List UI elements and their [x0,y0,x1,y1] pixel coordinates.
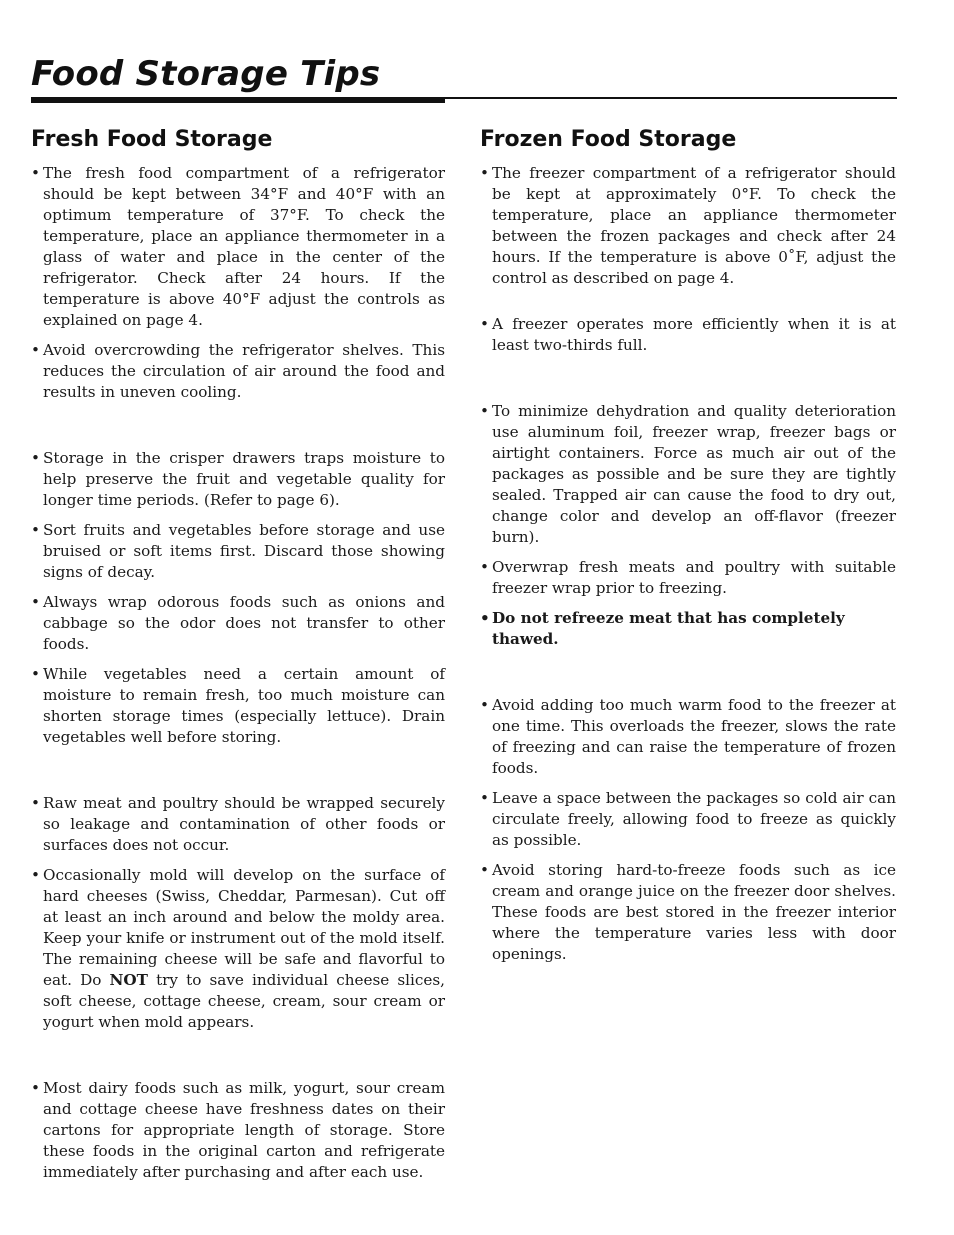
group-spacer [31,1042,445,1078]
fresh-tip-raw-meat [31,793,445,856]
bullet: • [31,164,40,182]
bullet: • [31,866,40,884]
frozen-tip-efficiency [480,314,896,356]
tip-text: While vegetables need a certain amount of moisture to remain fresh, too much moisture can shorten storage times (especially lettuce). Drain vegetables well before storing. [43,665,445,746]
tip-text: Storage in the crisper drawers traps moisture to help preserve the fruit and vegetable quality for longer time periods. (Refer to page 6). [43,449,445,509]
fresh-tip-moisture [31,664,445,748]
fresh-tip-crisper [31,448,445,511]
frozen-food-heading: Frozen Food Storage [480,127,737,152]
bullet: • [480,609,490,627]
title-rule-thin [445,97,897,99]
frozen-tip-refreeze-warning [480,608,896,650]
group-spacer [480,659,896,695]
bullet: • [480,789,489,807]
tip-text: Overwrap fresh meats and poultry with suitable freezer wrap prior to freezing. [492,558,896,597]
tip-text: Most dairy foods such as milk, yogurt, sour cream and cottage cheese have freshness dates on their cartons for appropriate length of storage. Store these foods in the original carton and refrigerate immediately after purchasing and after each use. [43,1079,445,1181]
fresh-tip-dairy [31,1078,445,1183]
group-spacer [31,757,445,793]
frozen-food-column [480,124,896,974]
tip-text: The fresh food compartment of a refrigerator should be kept between 34°F and 40°F with an optimum temperature of 37°F. To check the temperature, place an appliance thermometer in a glass of water and place in the center of the refrigerator. Check after 24 hours. If the temperature is above 40°F adjust the controls as explained on page 4. [43,164,445,329]
tip-text: Sort fruits and vegetables before storage and use bruised or soft items first. Discard those showing signs of decay. [43,521,445,581]
fresh-tip-cheese [31,865,445,1033]
bullet: • [31,521,40,539]
bullet: • [480,696,489,714]
frozen-tip-warm-food [480,695,896,779]
frozen-tip-temperature [480,163,896,289]
tip-text: Raw meat and poultry should be wrapped securely so leakage and contamination of other foods or surfaces does not occur. [43,794,445,854]
fresh-tip-sort [31,520,445,583]
frozen-tip-dehydration [480,401,896,548]
bullet: • [31,449,40,467]
bullet: • [31,341,40,359]
frozen-tip-door-shelves [480,860,896,965]
tip-text: Always wrap odorous foods such as onions and cabbage so the odor does not transfer to other foods. [43,593,445,653]
tip-text: Avoid overcrowding the refrigerator shelves. This reduces the circulation of air around the food and results in uneven cooling. [43,341,445,401]
tip-text: The freezer compartment of a refrigerator should be kept at approximately 0°F. To check the temperature, place an appliance thermometer between the frozen packages and check after 24 hours. If the temperature is above 0˚F, adjust the control as described on page 4. [492,164,896,287]
tip-text-before: Occasionally mold will develop on the surface of hard cheeses (Swiss, Cheddar, Parmesan). Cut off at least an inch around and below the moldy area. Keep your knife or instrument out of the mold itself. The remaining cheese will be safe and flavorful to eat. Do [43,866,445,989]
fresh-tip-overcrowding [31,340,445,403]
fresh-food-column [31,124,445,1192]
fresh-food-heading: Fresh Food Storage [31,127,273,152]
tip-emphasis: NOT [109,971,148,989]
group-spacer [480,298,896,314]
tip-text: Leave a space between the packages so cold air can circulate freely, allowing food to freeze as quickly as possible. [492,789,896,849]
tip-text: A freezer operates more efficiently when it is at least two-thirds full. [492,315,896,354]
bullet: • [31,593,40,611]
bullet: • [480,315,489,333]
bullet: • [480,558,489,576]
bullet: • [31,1079,40,1097]
bullet: • [480,164,489,182]
bullet: • [31,665,40,683]
fresh-tip-temperature [31,163,445,331]
tip-text: Avoid storing hard-to-freeze foods such as ice cream and orange juice on the freezer door shelves. These foods are best stored in the freezer interior where the temperature varies less with door openings. [492,861,896,963]
tip-text-after: try to save individual cheese slices, soft cheese, cottage cheese, cream, sour cream or yogurt when mold appears. [43,971,445,1031]
bullet: • [480,402,489,420]
frozen-tip-spacing [480,788,896,851]
group-spacer [31,412,445,448]
fresh-tip-odorous [31,592,445,655]
tip-text: Do not refreeze meat that has completely thawed. [492,609,845,648]
bullet: • [31,794,40,812]
frozen-tip-overwrap [480,557,896,599]
title-rule-thick [31,97,445,103]
tip-text: Avoid adding too much warm food to the freezer at one time. This overloads the freezer, slows the rate of freezing and can raise the temperature of frozen foods. [492,696,896,777]
group-spacer [480,365,896,401]
tip-text: To minimize dehydration and quality deterioration use aluminum foil, freezer wrap, freezer bags or airtight containers. Force as much air out of the packages as possible and be sure they are tightly sealed. Trapped air can cause the food to dry out, change color and develop an off-flavor (freezer burn). [492,402,896,546]
bullet: • [480,861,489,879]
page-title: Food Storage Tips [31,54,381,94]
